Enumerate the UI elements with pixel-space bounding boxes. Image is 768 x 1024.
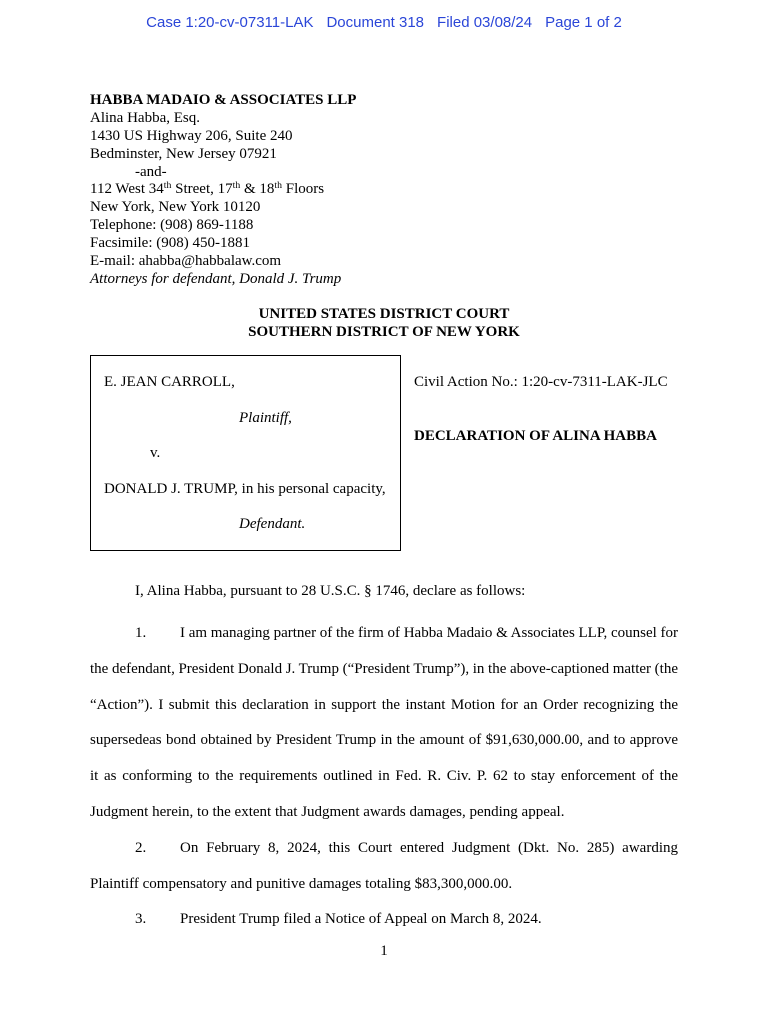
case-header-stamp	[0, 14, 768, 32]
paragraph-line	[90, 831, 678, 867]
paragraph-number: 2.	[135, 839, 147, 856]
paragraph-line	[90, 795, 678, 831]
paragraph-text-line	[180, 616, 678, 652]
ny-street-part: & 18	[240, 181, 275, 198]
ny-street-part: Street, 17	[171, 181, 233, 198]
paragraph-text-line	[180, 831, 678, 867]
attorney-name: Alina Habba, Esq.	[90, 109, 200, 126]
line-text: the defendant, President Donald J. Trump (“President Trump”), in the above-captioned matter (the	[90, 660, 678, 677]
nj-street-address: 1430 US Highway 206, Suite 240	[90, 127, 293, 144]
paragraph-line	[90, 616, 678, 652]
document-number: Document 318	[326, 14, 425, 31]
paragraph-number: 3.	[135, 911, 147, 928]
defendant-role: Defendant.	[239, 516, 306, 532]
ny-street-address	[90, 181, 510, 199]
paragraph-line	[90, 723, 678, 759]
page-count: Page 1 of 2	[545, 14, 622, 31]
line-text: On February 8, 2024, this Court entered Judgment (Dkt. No. 285) awarding	[180, 839, 678, 856]
telephone: Telephone: (908) 869-1188	[90, 217, 254, 234]
paragraph-line	[90, 759, 678, 795]
paragraph-text-line	[180, 902, 678, 938]
declaration-intro: I, Alina Habba, pursuant to 28 U.S.C. § 1746, declare as follows:	[135, 583, 526, 599]
case-caption-box	[90, 355, 401, 551]
versus: v.	[150, 445, 161, 461]
attorneys-for: Attorneys for defendant, Donald J. Trump	[90, 270, 342, 287]
court-name: UNITED STATES DISTRICT COURT	[258, 306, 510, 322]
nj-city-address: Bedminster, New Jersey 07921	[90, 145, 277, 162]
paragraph-3	[90, 902, 678, 938]
ordinal-suffix: th	[274, 180, 282, 192]
paragraph-line	[90, 652, 678, 688]
civil-action-number: Civil Action No.: 1:20-cv-7311-LAK-JLC	[414, 374, 668, 390]
line-text: “Action”). I submit this declaration in support the instant Motion for an Order recognizing the	[90, 696, 678, 713]
ordinal-suffix: th	[163, 180, 172, 192]
declaration-body	[90, 616, 678, 938]
line-text: supersedeas bond obtained by President Trump in the amount of $91,630,000.00, and to approve	[90, 732, 678, 749]
firm-name: HABBA MADAIO & ASSOCIATES LLP	[90, 92, 357, 108]
ny-city-address: New York, New York 10120	[90, 199, 261, 216]
plaintiff-name: E. JEAN CARROLL,	[104, 374, 235, 390]
email: E-mail: ahabba@habbalaw.com	[90, 253, 282, 270]
paragraph-1	[90, 616, 678, 831]
counsel-block	[90, 92, 510, 289]
ordinal-suffix: th	[232, 180, 241, 192]
plaintiff-role: Plaintiff,	[239, 410, 292, 426]
paragraph-line	[90, 902, 678, 938]
facsimile: Facsimile: (908) 450-1881	[90, 235, 250, 252]
paragraph-2	[90, 831, 678, 903]
document-title: DECLARATION OF ALINA HABBA	[414, 428, 657, 444]
line-text: it as conforming to the requirements outlined in Fed. R. Civ. P. 62 to stay enforcement of the	[90, 768, 678, 785]
line-text: I am managing partner of the firm of Habba Madaio & Associates LLP, counsel for	[180, 625, 678, 641]
ny-street-part: Floors	[282, 181, 325, 198]
case-number: Case 1:20-cv-07311-LAK	[146, 14, 314, 31]
court-heading	[90, 306, 678, 342]
line-text: Judgment herein, to the extent that Judgment awards damages, pending appeal.	[90, 803, 565, 820]
paragraph-line	[90, 688, 678, 724]
court-district: SOUTHERN DISTRICT OF NEW YORK	[248, 323, 520, 340]
defendant-name: DONALD J. TRUMP, in his personal capacity,	[104, 481, 386, 497]
address-separator: -and-	[135, 163, 167, 180]
page-number: 1	[380, 943, 388, 959]
ny-street-part: 112 West 34	[90, 181, 164, 198]
line-text: President Trump filed a Notice of Appeal on March 8, 2024.	[180, 911, 542, 928]
paragraph-line	[90, 867, 678, 903]
paragraph-number: 1.	[135, 625, 147, 641]
filed-date: Filed 03/08/24	[437, 14, 533, 31]
line-text: Plaintiff compensatory and punitive damages totaling $83,300,000.00.	[90, 875, 513, 892]
